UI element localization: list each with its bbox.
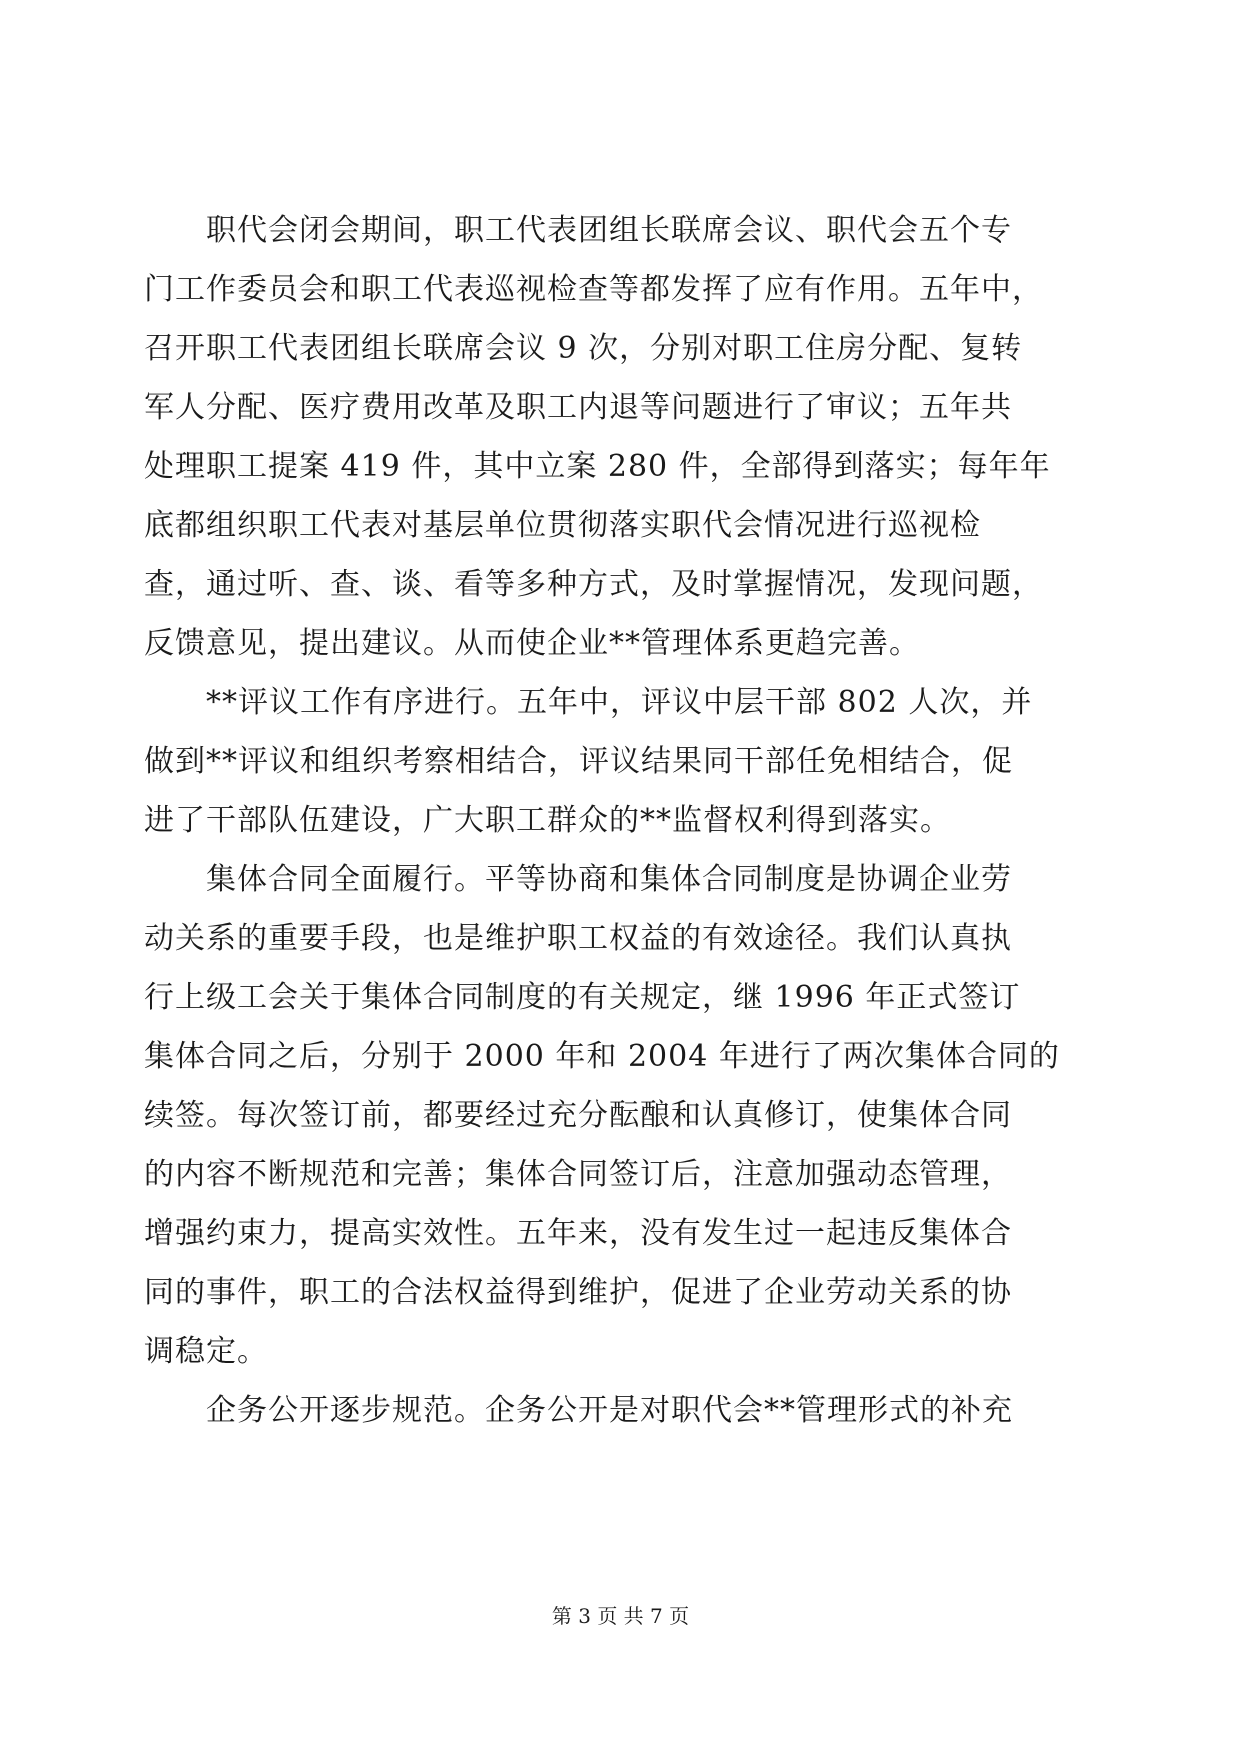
paragraph-3-line-4: 集体合同之后，分别于 2000 年和 2004 年进行了两次集体合同的 [144, 1039, 1060, 1074]
paragraph-1-line-7: 查，通过听、查、谈、看等多种方式，及时掌握情况，发现问题， [144, 567, 1043, 602]
paragraph-3-line-9: 调稳定。 [144, 1334, 268, 1369]
paragraph-3-line-8: 同的事件，职工的合法权益得到维护，促进了企业劳动关系的协 [144, 1275, 1012, 1310]
paragraph-3-line-6: 的内容不断规范和完善；集体合同签订后，注意加强动态管理， [144, 1157, 1012, 1192]
paragraph-2-line-2: 做到**评议和组织考察相结合，评议结果同干部任免相结合，促 [144, 744, 1013, 779]
paragraph-4-line-1: 企务公开逐步规范。企务公开是对职代会**管理形式的补充 [206, 1393, 1013, 1428]
paragraph-1-line-4: 军人分配、医疗费用改革及职工内退等问题进行了审议；五年共 [144, 390, 1012, 425]
paragraph-1-line-8: 反馈意见，提出建议。从而使企业**管理体系更趋完善。 [144, 626, 920, 661]
paragraph-1-line-2: 门工作委员会和职工代表巡视检查等都发挥了应有作用。五年中， [144, 272, 1043, 307]
paragraph-3-line-1: 集体合同全面履行。平等协商和集体合同制度是协调企业劳 [206, 862, 1012, 897]
paragraph-1-line-6: 底都组织职工代表对基层单位贯彻落实职代会情况进行巡视检 [144, 508, 981, 543]
page-number-footer: 第 3 页 共 7 页 [551, 1604, 690, 1628]
paragraph-3-line-3: 行上级工会关于集体合同制度的有关规定，继 1996 年正式签订 [144, 980, 1021, 1015]
paragraph-2-line-3: 进了干部队伍建设，广大职工群众的**监督权利得到落实。 [144, 803, 951, 838]
paragraph-3-line-7: 增强约束力，提高实效性。五年来，没有发生过一起违反集体合 [144, 1216, 1012, 1251]
paragraph-2-line-1: **评议工作有序进行。五年中，评议中层干部 802 人次，并 [206, 685, 1033, 720]
paragraph-1-line-1: 职代会闭会期间，职工代表团组长联席会议、职代会五个专 [206, 213, 1012, 248]
paragraph-3-line-5: 续签。每次签订前，都要经过充分酝酿和认真修订，使集体合同 [144, 1098, 1012, 1133]
paragraph-1-line-5: 处理职工提案 419 件，其中立案 280 件，全部得到落实；每年年 [144, 449, 1051, 484]
paragraph-3-line-2: 动关系的重要手段，也是维护职工权益的有效途径。我们认真执 [144, 921, 1012, 956]
paragraph-1-line-3: 召开职工代表团组长联席会议 9 次，分别对职工住房分配、复转 [144, 331, 1023, 366]
